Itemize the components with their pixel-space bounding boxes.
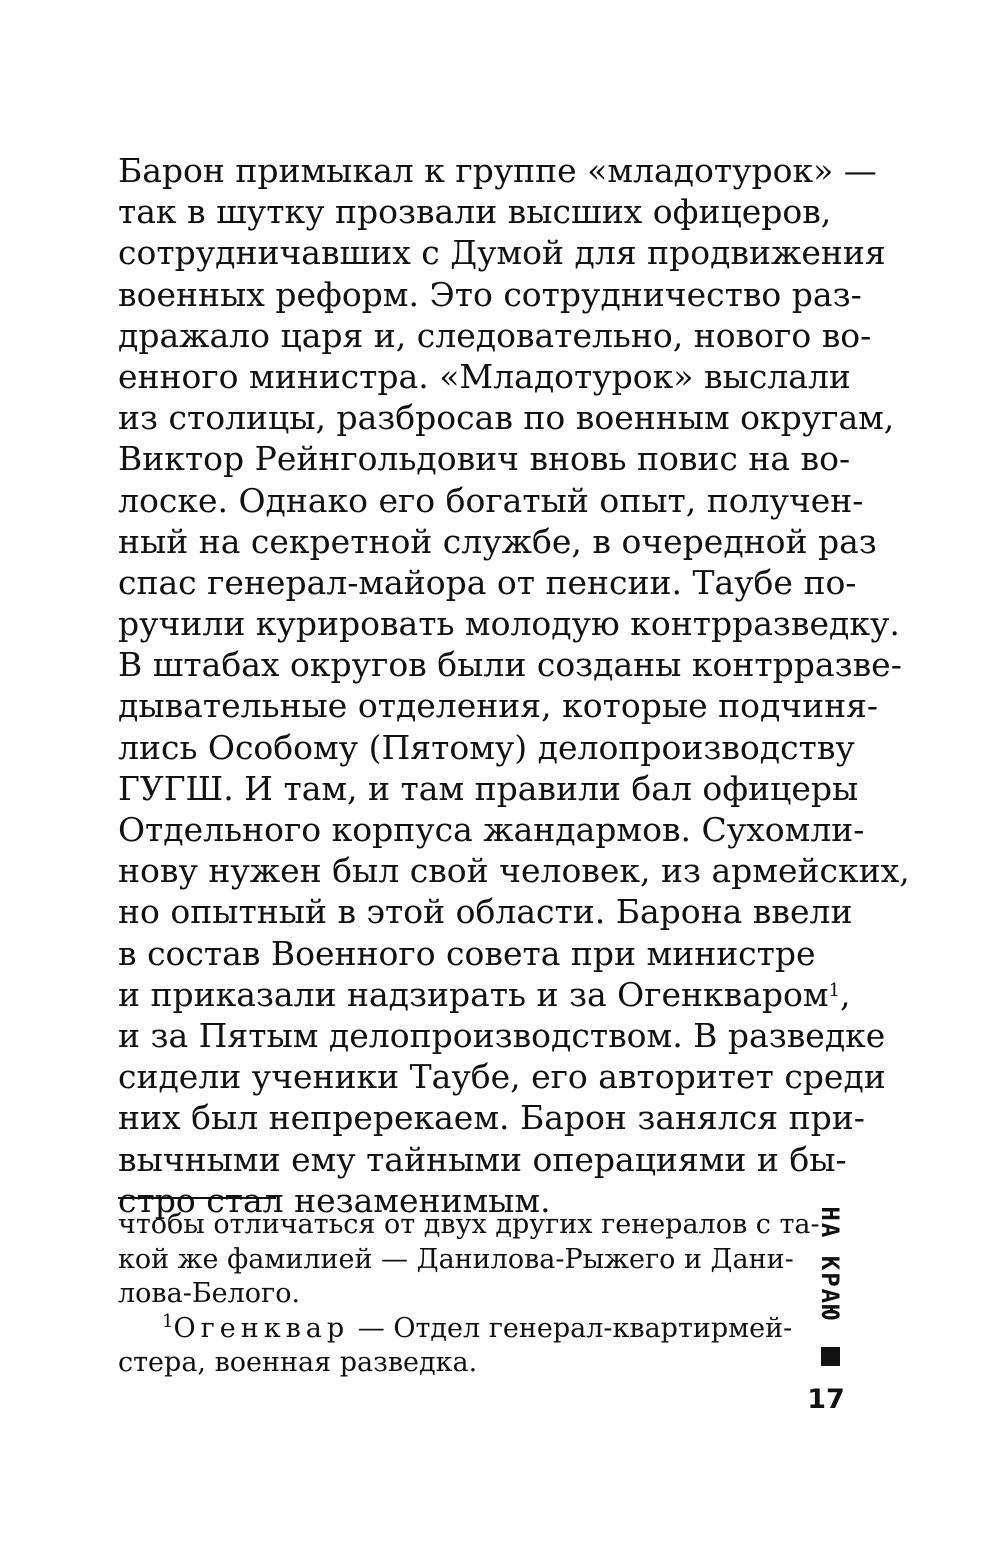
footnote-reference[interactable]: 1 <box>828 979 841 1001</box>
text-line: так в шутку прозвали высших офицеров, <box>118 192 832 232</box>
text-line: сидели ученики Таубе, его авторитет среди <box>118 1057 886 1097</box>
running-head <box>810 1204 850 1324</box>
text-line: военных реформ. Это сотрудничество раз- <box>118 274 862 314</box>
text-line: дражало царя и, следовательно, нового во- <box>118 315 872 355</box>
square-bullet-icon <box>821 1347 840 1366</box>
text-line-comma: , <box>840 974 851 1014</box>
text-line: Барон примыкал к группе «младотурок» — <box>118 151 877 190</box>
text-line: ручили курировать молодую контрразведку. <box>118 604 900 644</box>
text-line: ный на секретной службе, в очередной раз <box>118 521 877 561</box>
text-line: в состав Военного совета при министре <box>118 933 816 973</box>
text-line: вычными ему тайными операциями и бы- <box>118 1139 847 1179</box>
footnote-1 <box>118 1310 793 1347</box>
text-line: лись Особому (Пятому) делопроизводству <box>118 727 855 767</box>
running-head-text: НА КРАЮ <box>816 1206 844 1322</box>
footnote-definition: — Отдел генерал-квартирмей- <box>349 1312 793 1344</box>
text-line: ГУГШ. И там, и там правили бал офицеры <box>118 768 859 808</box>
text-line: лоске. Однако его богатый опыт, получен- <box>118 480 864 520</box>
text-line: них был непререкаем. Барон занялся при- <box>118 1098 865 1138</box>
footnote-line: чтобы отличаться от двух других генералов с та- <box>118 1209 820 1240</box>
text-line-with-footnote <box>118 974 851 1015</box>
footnote-separator <box>118 1197 276 1199</box>
footnote-term: Огенквар <box>173 1312 350 1344</box>
text-line-content: и приказали надзирать и за Огенкваром <box>118 974 829 1014</box>
footnote-line: стера, военная разведка. <box>118 1347 478 1379</box>
text-line: енного министра. «Младотурок» выслали <box>118 356 851 396</box>
main-text-block <box>118 150 910 1221</box>
page-number: 17 <box>807 1384 845 1415</box>
text-line: стро стал незаменимым. <box>118 1180 551 1220</box>
text-line: из столицы, разбросав по военным округам, <box>118 398 895 438</box>
text-line: но опытный в этой области. Барона ввели <box>118 892 853 932</box>
text-line: Отдельного корпуса жандармов. Сухомли- <box>118 810 865 849</box>
text-line: дывательные отделения, которые подчиня- <box>118 686 879 726</box>
text-line: сотрудничавших с Думой для продвижения <box>118 233 886 273</box>
footnote-line: лова-Белого. <box>118 1278 301 1310</box>
footnotes-block <box>118 1208 820 1381</box>
footnote-line: кой же фамилией — Данилова-Рыжего и Дани- <box>118 1243 794 1275</box>
text-line: В штабах округов были созданы контрразве- <box>118 645 902 685</box>
text-line: спас генерал-майора от пенсии. Таубе по- <box>118 562 857 602</box>
footnote-mark: 1 <box>162 1310 174 1332</box>
text-line: Виктор Рейнгольдович вновь повис на во- <box>118 439 851 479</box>
text-line: нову нужен был свой человек, из армейских, <box>118 851 910 891</box>
text-line: и за Пятым делопроизводством. В разведке <box>118 1015 886 1055</box>
